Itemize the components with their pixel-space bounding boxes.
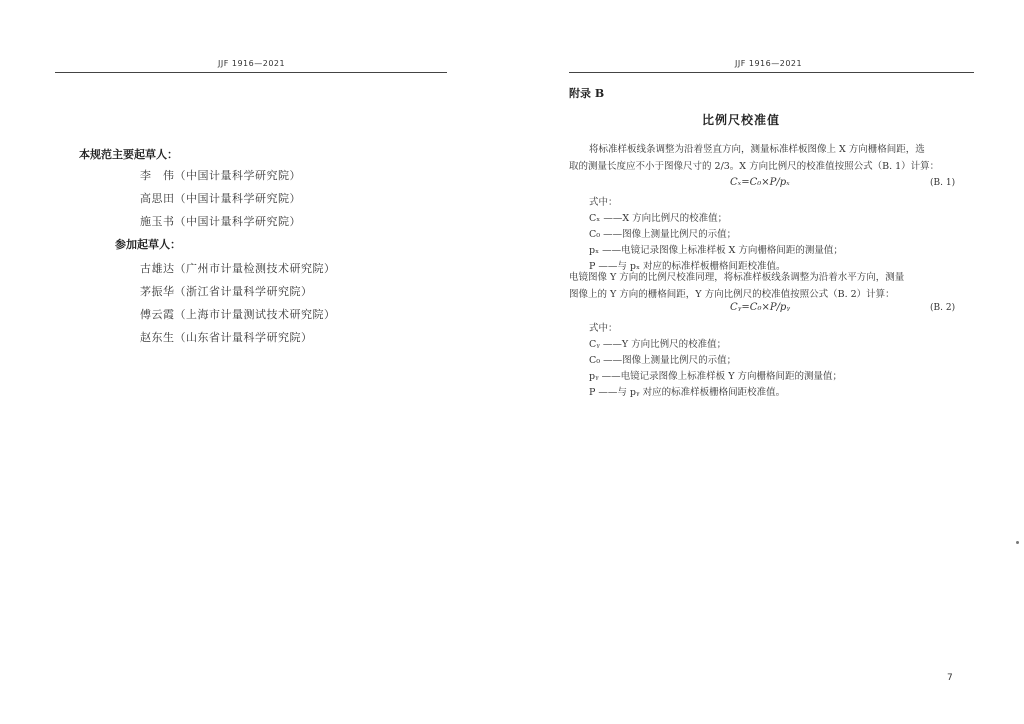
paragraph-line: 取的测量长度应不小于图像尺寸的 2/3。X 方向比例尺的校准值按照公式（B. 1）计算：	[569, 161, 940, 172]
right-page-header: JJF 1916—2021	[735, 59, 803, 68]
right-header-rule	[569, 72, 974, 73]
where-label: 式中：	[589, 197, 618, 208]
definition-item: pᵧ ——电镜记录图像上标准样板 Y 方向栅格间距的测量值；	[589, 371, 842, 382]
drafter-item: 高思田（中国计量科学研究院）	[140, 192, 301, 205]
definition-item: P ——与 pₓ 对应的标准样板栅格间距校准值。	[589, 261, 786, 272]
where-label: 式中：	[589, 323, 618, 334]
definition-item: Cₓ ——X 方向比例尺的校准值；	[589, 213, 728, 224]
main-drafters-label: 本规范主要起草人：	[79, 148, 178, 161]
left-header-rule	[55, 72, 447, 73]
formula-b1: Cₓ=C₀×P/pₓ	[730, 177, 790, 188]
participant-item: 赵东生（山东省计量科学研究院）	[140, 331, 313, 344]
formula-b1-number: (B. 1)	[930, 178, 956, 188]
participant-item: 傅云霞（上海市计量测试技术研究院）	[140, 308, 336, 321]
drafter-item: 李 伟（中国计量科学研究院）	[140, 169, 301, 182]
section-title: 比例尺校准值	[702, 113, 781, 127]
page-number: 7	[947, 673, 953, 683]
scan-speck	[1016, 541, 1019, 544]
paragraph-line: 将标准样板线条调整为沿着竖直方向，测量标准样板图像上 X 方向栅格间距，选	[589, 144, 925, 155]
definition-item: pₓ ——电镜记录图像上标准样板 X 方向栅格间距的测量值；	[589, 245, 843, 256]
definition-item: P ——与 pᵧ 对应的标准样板栅格间距校准值。	[589, 387, 786, 398]
right-page	[512, 0, 1024, 724]
appendix-label: 附录 B	[569, 87, 605, 100]
participant-item: 古雄达（广州市计量检测技术研究院）	[140, 262, 336, 275]
formula-b2: Cᵧ=C₀×P/pᵧ	[730, 302, 791, 313]
participant-item: 茅振华（浙江省计量科学研究院）	[140, 285, 313, 298]
drafter-item: 施玉书（中国计量科学研究院）	[140, 215, 301, 228]
definition-item: Cᵧ ——Y 方向比例尺的校准值；	[589, 339, 727, 350]
definition-item: C₀ ——图像上测量比例尺的示值；	[589, 229, 737, 240]
formula-b2-number: (B. 2)	[930, 303, 956, 313]
participant-drafters-label: 参加起草人：	[115, 238, 181, 251]
left-page-header: JJF 1916—2021	[218, 59, 286, 68]
paragraph-line: 图像上的 Y 方向的栅格间距，Y 方向比例尺的校准值按照公式（B. 2）计算：	[569, 289, 895, 300]
definition-item: C₀ ——图像上测量比例尺的示值；	[589, 355, 737, 366]
paragraph-line: 电镜图像 Y 方向的比例尺校准同理，将标准样板线条调整为沿着水平方向，测量	[569, 272, 905, 283]
